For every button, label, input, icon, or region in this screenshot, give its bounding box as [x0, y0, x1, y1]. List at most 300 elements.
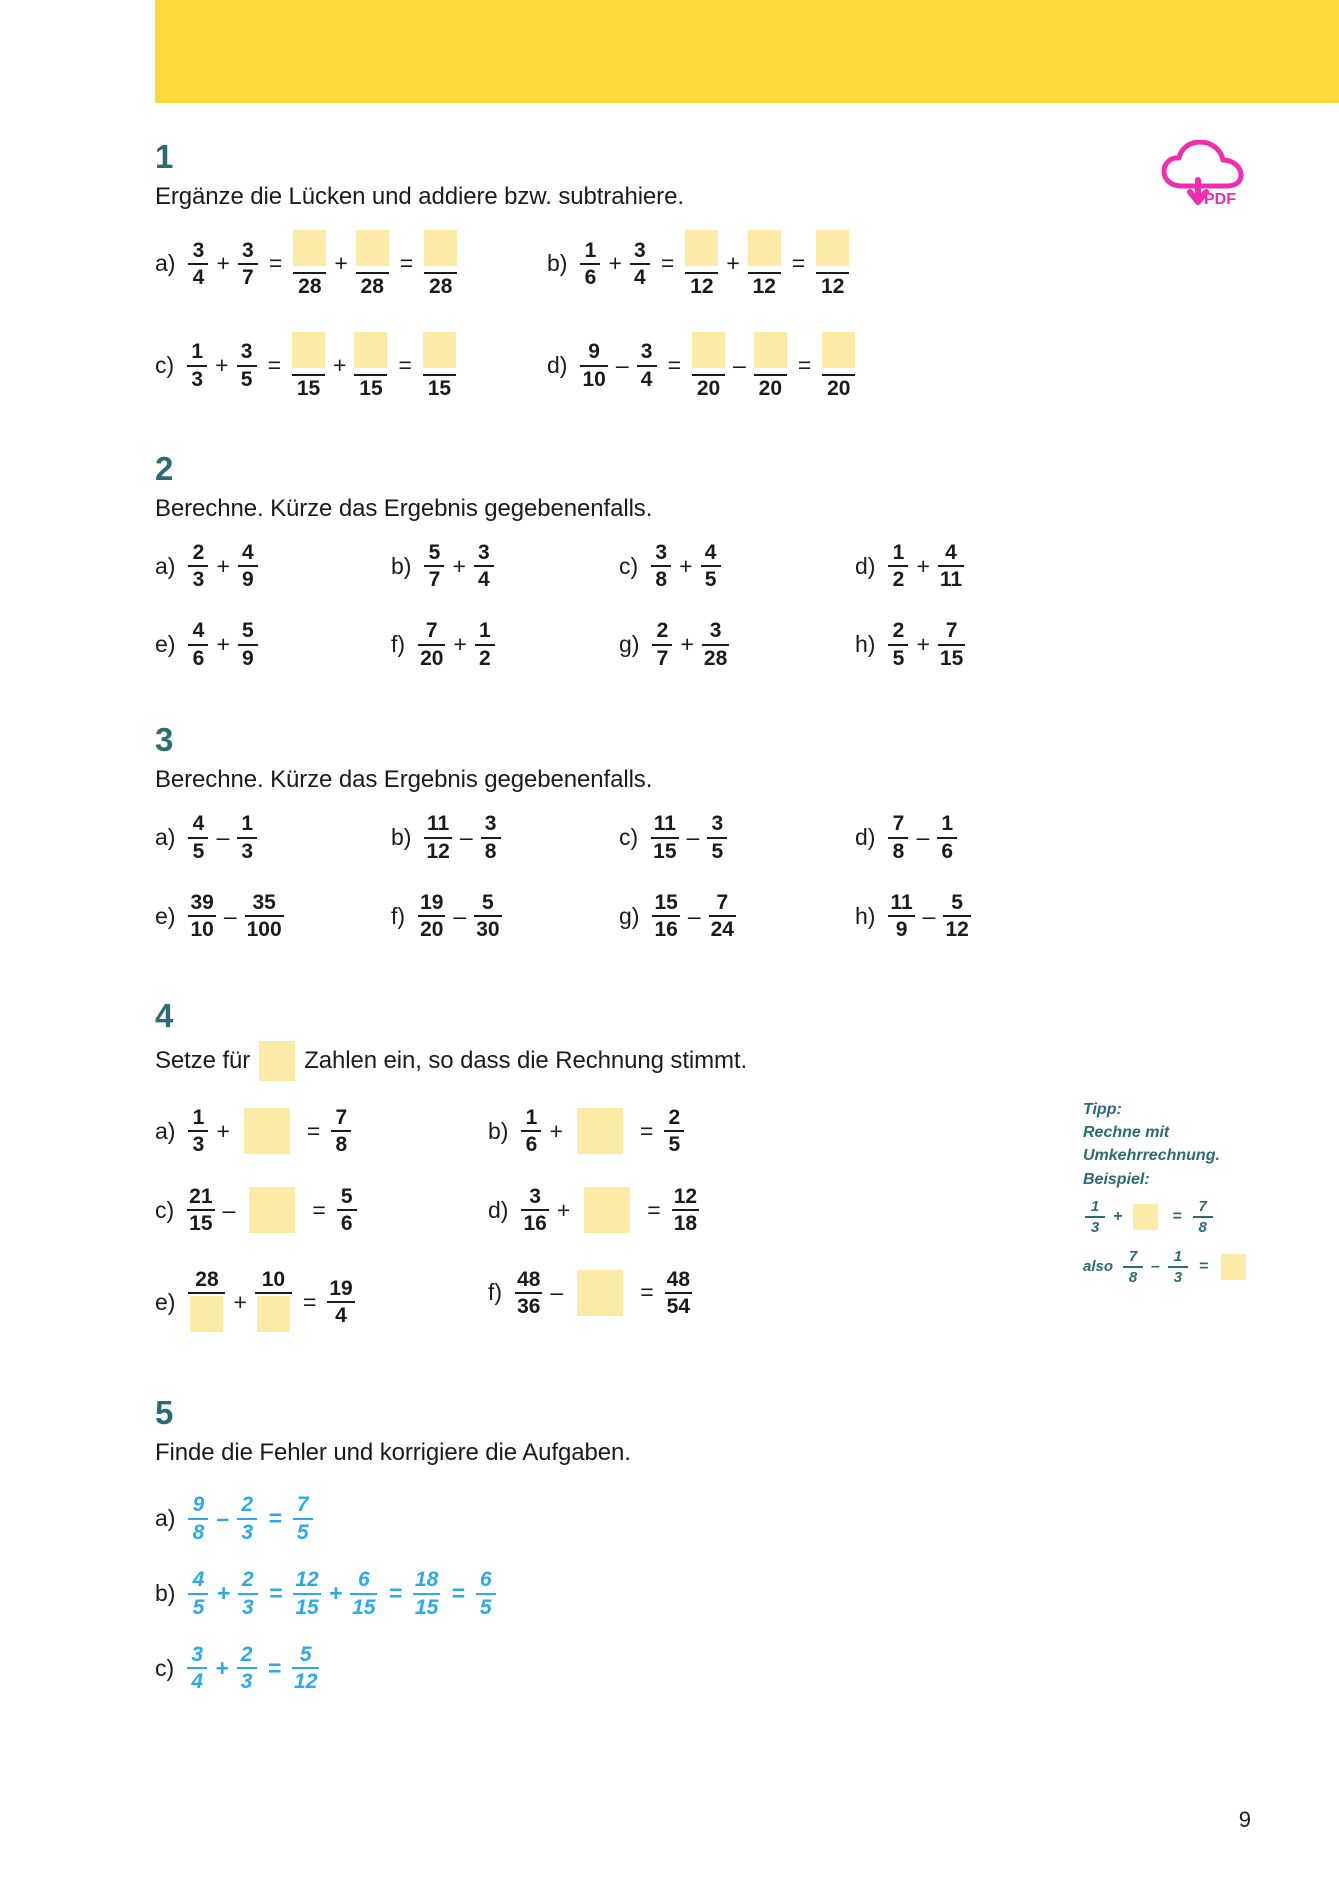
numerator: 48 [517, 1267, 541, 1291]
denominator: 9 [895, 918, 908, 942]
exercise-4-item-c [155, 1186, 488, 1235]
item-label: b) [391, 824, 412, 851]
fraction-operand-1 [185, 1186, 216, 1235]
equals-sign: = [1198, 1258, 1209, 1276]
fraction-operand-1 [186, 892, 217, 941]
exercise-1-prompt: Ergänze die Lücken und addiere bzw. subtrahiere. [155, 183, 684, 210]
denominator: 12 [426, 839, 450, 863]
exercise-3-item-f [391, 892, 619, 941]
blank-answer-box [1221, 1254, 1246, 1280]
exercise-2-row-1 [155, 542, 1205, 591]
denominator: 6 [340, 1212, 353, 1236]
fraction-bar [754, 374, 787, 376]
fraction-bar [188, 565, 208, 567]
operator: – [453, 902, 467, 929]
equals-sign: = [388, 1580, 402, 1607]
denominator: 5 [892, 646, 905, 670]
operator: – [922, 902, 936, 929]
operator: – [222, 1196, 236, 1223]
fraction-bar [424, 565, 444, 567]
fraction-bar [188, 263, 208, 265]
fraction-bar [475, 644, 495, 646]
page-number: 9 [1238, 1807, 1251, 1832]
exercise-5-item-c [155, 1644, 1205, 1693]
numerator: 4 [192, 812, 205, 836]
numerator: 2 [668, 1105, 681, 1129]
blank-answer-box[interactable] [249, 1187, 295, 1233]
fraction-bar [188, 915, 215, 917]
numerator: 1 [892, 540, 905, 564]
fraction-bar [255, 1292, 292, 1294]
item-label: g) [619, 631, 640, 658]
answer-fraction-3 [814, 230, 851, 298]
blank-denominator-box[interactable] [255, 1296, 292, 1336]
exercise-1-item-b [547, 230, 851, 298]
answer-fraction-2 [746, 230, 783, 298]
fraction-operand-2 [936, 542, 966, 591]
denominator: 28 [360, 275, 384, 299]
operator: + [916, 631, 930, 658]
numerator: 11 [890, 891, 913, 915]
denominator: 20 [696, 377, 721, 401]
numerator: 3 [634, 238, 646, 262]
numerator: 12 [295, 1568, 319, 1592]
denominator: 5 [192, 839, 205, 863]
fraction-operand-1 [513, 1269, 544, 1318]
denominator: 15 [189, 1212, 213, 1236]
numerator: 6 [479, 1568, 492, 1592]
blank-answer-box[interactable] [754, 332, 787, 372]
fraction-bar [187, 1667, 207, 1669]
denominator: 3 [241, 1520, 254, 1544]
denominator: 5 [711, 839, 724, 863]
fraction-operand-2 [235, 341, 259, 390]
fraction-operand-1 [186, 620, 210, 669]
equals-sign: = [797, 352, 812, 379]
denominator: 15 [414, 1595, 439, 1619]
denominator: 30 [476, 918, 500, 942]
operator: + [608, 250, 622, 277]
equals-sign: = [268, 1505, 282, 1532]
exercise-2-item-a [155, 542, 391, 591]
denominator: 15 [352, 1595, 376, 1619]
fraction [235, 1494, 259, 1543]
denominator: 3 [1173, 1268, 1183, 1286]
tipp-also-prefix: also [1083, 1258, 1114, 1276]
fraction-bar [1123, 1266, 1143, 1268]
fraction-operand-2 [472, 892, 503, 941]
fraction-bar [423, 374, 456, 376]
fraction-operand-1 [422, 542, 446, 591]
fraction-operand-2 [235, 813, 259, 862]
exercise-2-prompt: Berechne. Kürze das Ergebnis gegebenenfalls. [155, 494, 653, 522]
fraction-bar [188, 837, 208, 839]
fraction-operand-1 [650, 892, 681, 941]
equals-sign: = [1172, 1208, 1182, 1226]
exercise-5 [155, 1396, 1205, 1692]
fraction-operand-1 [886, 620, 910, 669]
numerator: 5 [951, 891, 963, 915]
operator: – [687, 902, 701, 929]
blank-answer-box[interactable] [424, 230, 457, 270]
fraction-operand-2 [479, 813, 503, 862]
operator: + [452, 552, 466, 579]
fraction-bar [354, 374, 387, 376]
denominator: 4 [192, 265, 205, 289]
exercise-3-row-1 [155, 813, 1205, 862]
answer-fraction-3 [421, 332, 458, 400]
operator: – [459, 824, 473, 851]
exercise-4 [155, 996, 1205, 1336]
fraction-bar [293, 1518, 313, 1520]
numerator: 3 [484, 812, 497, 836]
blank-answer-box[interactable] [685, 230, 718, 270]
operator: + [680, 631, 694, 658]
fraction-bar [888, 915, 914, 917]
numerator: 1 [241, 812, 254, 836]
fraction-bar [188, 1292, 225, 1294]
denominator: 5 [192, 1595, 205, 1619]
denominator: 28 [298, 275, 322, 299]
numerator: 7 [945, 619, 958, 643]
fraction-bar [637, 365, 657, 367]
result-fraction [662, 1107, 686, 1156]
fraction-bar [515, 1292, 542, 1294]
denominator: 7 [242, 265, 254, 289]
exercise-3-item-b [391, 813, 619, 862]
numerator: 5 [428, 540, 441, 564]
exercise-3-item-h [855, 892, 1047, 941]
fraction-bar [237, 837, 257, 839]
fraction-bar [665, 1292, 692, 1294]
fraction-bar [237, 1667, 257, 1669]
operator: + [1113, 1207, 1123, 1225]
fraction-bar [476, 1593, 496, 1595]
exercise-3-number: 3 [155, 721, 174, 759]
fraction-bar [237, 365, 257, 367]
operator: + [333, 352, 347, 379]
numerator: 2 [241, 1493, 254, 1517]
blank-answer-box[interactable] [584, 1187, 630, 1233]
blank-denominator-box[interactable] [188, 1296, 225, 1336]
denominator: 36 [517, 1294, 541, 1318]
operator: – [216, 824, 230, 851]
denominator: 3 [241, 839, 254, 863]
numerator: 2 [656, 619, 669, 643]
denominator: 10 [582, 367, 606, 391]
answer-fraction-2 [354, 230, 391, 298]
exercise-2-row-2 [155, 620, 1205, 669]
exercise-1-item-c [155, 332, 547, 400]
blank-answer-box[interactable] [816, 230, 849, 270]
item-label: a) [155, 1117, 176, 1144]
equals-sign: = [647, 1196, 661, 1223]
exercise-4-item-f [488, 1269, 694, 1318]
denominator: 8 [655, 568, 668, 592]
denominator: 10 [190, 918, 214, 942]
pdf-badge-label: PDF [1204, 191, 1236, 208]
prompt-text-before: Setze für [155, 1046, 251, 1074]
exercise-3-item-a [155, 813, 391, 862]
worksheet-content [155, 140, 1205, 1719]
blank-answer-box[interactable] [822, 332, 855, 372]
item-label: b) [155, 1580, 176, 1607]
fraction-bar [580, 365, 607, 367]
numerator: 10 [261, 1267, 286, 1291]
operator: – [733, 352, 746, 379]
numerator: 1 [1090, 1197, 1100, 1215]
fraction [1166, 1249, 1190, 1285]
blank-answer-box[interactable] [292, 332, 325, 372]
answer-fraction-2 [752, 332, 789, 400]
operator: – [223, 902, 237, 929]
fraction [474, 1569, 498, 1618]
fraction-operand-1 [578, 341, 609, 390]
denominator: 16 [523, 1212, 547, 1236]
denominator: 8 [1128, 1268, 1138, 1286]
numerator: 7 [1198, 1197, 1207, 1215]
fraction [236, 1569, 260, 1618]
numerator: 11 [427, 812, 450, 836]
fraction [185, 1644, 209, 1693]
operator: + [549, 1117, 563, 1144]
numerator: 18 [414, 1568, 439, 1592]
fraction-operand-2 [936, 620, 967, 669]
denominator: 15 [653, 839, 677, 863]
answer-fraction-3 [422, 230, 459, 298]
denominator: 8 [335, 1133, 348, 1157]
exercise-2-number: 2 [155, 449, 174, 487]
denominator: 6 [941, 839, 954, 863]
numerator: 9 [192, 1493, 205, 1517]
exercise-5-prompt: Finde die Fehler und korrigiere die Aufgaben. [155, 1439, 631, 1467]
exercise-1-row-1 [155, 230, 1205, 298]
fraction-bar [418, 915, 445, 917]
fraction [186, 1494, 210, 1543]
result-fraction [335, 1186, 359, 1235]
numerator: 19 [329, 1277, 353, 1300]
item-label: d) [855, 552, 876, 579]
blank-answer-box[interactable] [354, 332, 387, 372]
fraction [291, 1494, 315, 1543]
fraction-bar [943, 915, 970, 917]
fraction-bar [664, 1130, 684, 1132]
denominator: 20 [827, 377, 851, 401]
numerator: 35 [252, 891, 276, 915]
item-label: g) [619, 902, 640, 929]
fraction-operand-1 [519, 1107, 543, 1156]
exercise-1-item-d [547, 332, 857, 400]
denominator: 6 [525, 1133, 538, 1157]
item-label: d) [855, 824, 876, 851]
numerator: 39 [190, 891, 214, 915]
denominator: 5 [704, 568, 717, 592]
fraction-bar [188, 1130, 208, 1132]
fraction [411, 1569, 442, 1618]
blank-answer-box[interactable] [293, 230, 326, 270]
fraction-bar [293, 1593, 320, 1595]
exercise-2-item-e [155, 620, 391, 669]
fraction-bar [685, 272, 718, 274]
fraction-operand-2 [935, 813, 959, 862]
fraction-bar [245, 915, 284, 917]
denominator: 7 [656, 646, 669, 670]
denominator: 8 [484, 839, 497, 863]
tipp-example-1 [1083, 1199, 1253, 1235]
fraction-operand-1 [578, 240, 602, 289]
item-label: c) [155, 352, 175, 379]
fraction-bar [292, 374, 325, 376]
blank-answer-box[interactable] [692, 332, 725, 372]
fraction-operand-1 [186, 1269, 227, 1337]
fraction-operand-2 [707, 892, 738, 941]
item-label: f) [488, 1279, 503, 1306]
equals-sign: = [267, 1654, 282, 1681]
fraction-bar [481, 837, 501, 839]
operator: + [215, 1654, 229, 1681]
denominator: 3 [242, 1595, 254, 1619]
numerator: 2 [242, 1568, 254, 1592]
numerator: 1 [584, 238, 597, 262]
numerator: 7 [1128, 1247, 1138, 1265]
equals-sign: = [312, 1196, 326, 1223]
operator: – [550, 1279, 564, 1306]
item-label: b) [488, 1117, 509, 1144]
fraction-bar [748, 272, 781, 274]
tipp-line-3: Beispiel: [1083, 1170, 1150, 1188]
fraction-operand-1 [186, 1107, 210, 1156]
denominator: 20 [758, 377, 783, 401]
operator: + [233, 1288, 247, 1315]
operator: + [453, 631, 467, 658]
exercise-3-item-c [619, 813, 855, 862]
fraction-bar [652, 644, 672, 646]
item-label: f) [391, 902, 406, 929]
exercise-4-item-a [155, 1107, 488, 1156]
numerator: 28 [195, 1267, 219, 1291]
equals-sign: = [660, 250, 675, 277]
blank-answer-box[interactable] [577, 1270, 623, 1316]
blank-answer-box[interactable] [244, 1108, 290, 1154]
blank-answer-box[interactable] [356, 230, 389, 270]
numerator: 1 [479, 619, 491, 643]
exercise-1-row-2 [155, 332, 1205, 400]
prompt-text-after: Zahlen ein, so dass die Rechnung stimmt. [304, 1046, 748, 1074]
fraction-operand-1 [186, 813, 210, 862]
denominator: 16 [654, 918, 678, 942]
fraction [1121, 1249, 1145, 1285]
fraction-bar [292, 1667, 319, 1669]
fraction-bar [238, 565, 258, 567]
item-label: c) [619, 824, 639, 851]
denominator: 20 [420, 646, 444, 670]
numerator: 1 [191, 340, 204, 364]
numerator: 3 [242, 238, 254, 262]
denominator: 12 [945, 918, 969, 942]
exercise-2-item-d [855, 542, 1047, 591]
numerator: 4 [242, 540, 254, 564]
blank-answer-box[interactable] [423, 332, 456, 372]
tipp-example-2 [1083, 1249, 1253, 1285]
fraction-bar [938, 565, 964, 567]
operator: – [1151, 1258, 1160, 1276]
denominator: 11 [939, 568, 963, 592]
fraction-bar [350, 1593, 377, 1595]
fraction-operand-2 [473, 620, 497, 669]
denominator: 24 [710, 918, 734, 942]
fraction-bar [521, 1130, 541, 1132]
exercise-1-item-a [155, 230, 547, 298]
exercise-3-item-g [619, 892, 855, 941]
fraction-operand-2 [236, 542, 260, 591]
item-label: b) [391, 552, 412, 579]
exercise-4-item-b [488, 1107, 686, 1156]
blank-answer-box[interactable] [577, 1108, 623, 1154]
equals-sign: = [791, 250, 806, 277]
fraction-operand-1 [186, 240, 210, 289]
denominator: 5 [668, 1133, 681, 1157]
fraction-bar [238, 1593, 258, 1595]
denominator: 2 [479, 646, 491, 670]
fraction-bar [888, 565, 908, 567]
fraction-operand-1 [649, 542, 673, 591]
fraction [235, 1644, 259, 1693]
item-label: c) [155, 1196, 175, 1223]
item-label: b) [547, 250, 568, 277]
blank-answer-box[interactable] [748, 230, 781, 270]
fraction-bar [888, 644, 908, 646]
answer-fraction-3 [820, 332, 857, 400]
item-label: a) [155, 552, 176, 579]
exercise-5-item-a [155, 1494, 1205, 1543]
fraction-operand-1 [886, 892, 916, 941]
fraction-operand-2 [635, 341, 659, 390]
numerator: 5 [299, 1642, 312, 1666]
fraction-bar [651, 565, 671, 567]
exercise-4-item-d [488, 1186, 701, 1235]
fraction-operand-2 [699, 542, 723, 591]
fraction-bar [187, 365, 207, 367]
operator: + [215, 352, 229, 379]
exercise-3-prompt: Berechne. Kürze das Ergebnis gegebenenfalls. [155, 766, 653, 794]
denominator: 4 [191, 1670, 204, 1694]
numerator: 15 [654, 891, 678, 915]
denominator: 9 [242, 568, 254, 592]
exercise-3-row-2 [155, 892, 1205, 941]
fraction-operand-1 [886, 813, 910, 862]
fraction-bar [237, 1518, 257, 1520]
numerator: 11 [653, 812, 676, 836]
fraction-bar [331, 1130, 351, 1132]
denominator: 12 [821, 275, 845, 299]
item-label: e) [155, 631, 176, 658]
equals-sign: = [398, 352, 412, 379]
item-label: a) [155, 250, 176, 277]
denominator: 8 [192, 1520, 205, 1544]
numerator: 12 [673, 1184, 698, 1208]
item-label: h) [855, 631, 876, 658]
denominator: 3 [191, 367, 204, 391]
fraction-operand-2 [236, 240, 260, 289]
numerator: 4 [704, 540, 717, 564]
denominator: 15 [359, 377, 383, 401]
fraction-bar [702, 644, 729, 646]
fraction [348, 1569, 379, 1618]
equals-sign: = [399, 250, 414, 277]
denominator: 4 [634, 265, 646, 289]
tipp-box [1083, 1098, 1253, 1285]
equals-sign: = [451, 1580, 465, 1607]
